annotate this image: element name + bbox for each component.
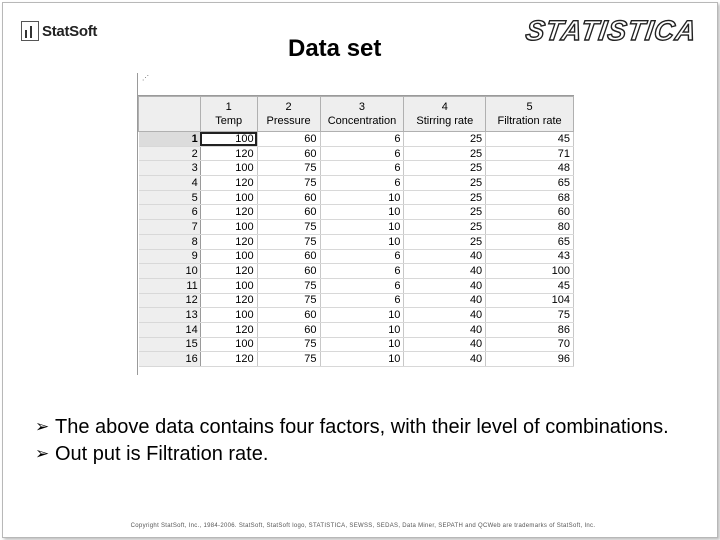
table-row — [139, 308, 574, 323]
column-number: 5 — [526, 101, 533, 113]
row-header[interactable]: 16 — [139, 352, 201, 367]
statsoft-logo-text: StatSoft — [42, 22, 98, 40]
table-row — [139, 234, 574, 249]
table-row — [139, 352, 574, 367]
column-header[interactable] — [257, 97, 320, 132]
column-number: 2 — [285, 101, 292, 113]
column-name: Pressure — [266, 115, 311, 127]
table-cell[interactable]: 48 — [486, 161, 574, 176]
row-header[interactable]: 2 — [139, 146, 201, 161]
row-header[interactable]: 1 — [139, 132, 201, 147]
table-cell[interactable]: 6 — [320, 264, 404, 279]
row-header[interactable]: 9 — [139, 249, 201, 264]
table-cell[interactable]: 25 — [404, 190, 486, 205]
table-cell[interactable]: 120 — [200, 293, 257, 308]
table-row — [139, 249, 574, 264]
table-cell[interactable]: 75 — [257, 161, 320, 176]
column-header[interactable] — [320, 97, 404, 132]
table-cell[interactable]: 120 — [200, 146, 257, 161]
bullet-text: Out put is Filtration rate. — [55, 443, 269, 465]
data-grid — [138, 96, 574, 367]
table-cell[interactable]: 96 — [486, 352, 574, 367]
table-cell[interactable]: 10 — [320, 337, 404, 352]
table-cell[interactable]: 75 — [257, 278, 320, 293]
column-number: 3 — [358, 101, 366, 113]
table-cell[interactable]: 75 — [257, 176, 320, 191]
table-cell[interactable]: 75 — [257, 337, 320, 352]
table-cell[interactable]: 60 — [257, 146, 320, 161]
table-cell[interactable]: 40 — [404, 308, 486, 323]
table-cell[interactable]: 10 — [320, 308, 404, 323]
table-cell[interactable]: 25 — [404, 234, 486, 249]
spreadsheet-toolbar — [138, 73, 574, 96]
table-cell[interactable]: 40 — [404, 278, 486, 293]
table-cell[interactable]: 60 — [257, 190, 320, 205]
table-cell[interactable]: 75 — [257, 220, 320, 235]
table-cell[interactable]: 100 — [200, 249, 257, 264]
table-cell[interactable]: 6 — [320, 293, 404, 308]
table-row — [139, 278, 574, 293]
table-cell[interactable]: 65 — [486, 234, 574, 249]
table-cell[interactable]: 6 — [320, 161, 404, 176]
table-cell[interactable]: 68 — [486, 190, 574, 205]
table-cell[interactable]: 120 — [200, 322, 257, 337]
row-header[interactable]: 15 — [139, 337, 201, 352]
table-cell[interactable]: 75 — [257, 352, 320, 367]
row-header[interactable]: 11 — [139, 278, 201, 293]
row-header[interactable]: 12 — [139, 293, 201, 308]
table-cell[interactable]: 6 — [320, 132, 404, 147]
table-cell[interactable]: 25 — [404, 132, 486, 147]
row-header[interactable]: 5 — [139, 190, 201, 205]
table-cell[interactable]: 40 — [404, 322, 486, 337]
bullet-item — [35, 442, 695, 466]
table-cell[interactable]: 100 — [200, 308, 257, 323]
table-cell[interactable]: 6 — [320, 146, 404, 161]
table-cell[interactable]: 80 — [486, 220, 574, 235]
table-cell[interactable]: 100 — [200, 337, 257, 352]
table-cell[interactable]: 100 — [200, 220, 257, 235]
table-cell[interactable]: 10 — [320, 322, 404, 337]
toolbar-grip-icon: ⋰ — [142, 75, 149, 82]
table-cell[interactable]: 10 — [320, 220, 404, 235]
statsoft-logo — [21, 21, 97, 41]
column-number: 4 — [441, 101, 448, 113]
table-cell[interactable]: 45 — [486, 278, 574, 293]
table-cell[interactable]: 75 — [257, 293, 320, 308]
table-cell[interactable]: 120 — [200, 264, 257, 279]
column-name: Concentration — [327, 115, 397, 127]
row-header[interactable]: 3 — [139, 161, 201, 176]
table-cell[interactable]: 75 — [257, 234, 320, 249]
table-cell[interactable]: 65 — [486, 176, 574, 191]
table-cell[interactable]: 60 — [257, 132, 320, 147]
table-cell[interactable]: 10 — [320, 205, 404, 220]
table-cell[interactable]: 6 — [320, 176, 404, 191]
column-header[interactable] — [200, 97, 257, 132]
table-row — [139, 161, 574, 176]
table-cell[interactable]: 40 — [404, 352, 486, 367]
table-cell[interactable]: 25 — [404, 161, 486, 176]
table-cell[interactable]: 120 — [200, 205, 257, 220]
table-row — [139, 322, 574, 337]
bullet-list — [35, 415, 695, 469]
row-header[interactable]: 10 — [139, 264, 201, 279]
arrow-bullet-icon: ➢ — [35, 417, 50, 436]
table-cell[interactable]: 60 — [257, 249, 320, 264]
table-cell[interactable]: 104 — [486, 293, 574, 308]
copyright-footer: Copyright StatSoft, Inc., 1984-2006. StatSoft, StatSoft logo, STATISTICA, SEWSS, SEDAS, Data Miner, SEPATH and QCWeb are trademarks of StatSoft, Inc. — [130, 523, 596, 529]
column-header-row — [139, 97, 574, 132]
row-header[interactable]: 13 — [139, 308, 201, 323]
table-cell[interactable]: 120 — [200, 234, 257, 249]
table-cell[interactable]: 10 — [320, 190, 404, 205]
table-cell[interactable]: 6 — [320, 249, 404, 264]
table-cell[interactable]: 71 — [486, 146, 574, 161]
table-cell[interactable]: 43 — [486, 249, 574, 264]
table-cell[interactable]: 120 — [200, 352, 257, 367]
table-row — [139, 132, 574, 147]
table-cell[interactable]: 40 — [404, 337, 486, 352]
row-header[interactable]: 8 — [139, 234, 201, 249]
table-cell[interactable]: 10 — [320, 234, 404, 249]
slide-frame — [2, 2, 718, 538]
arrow-bullet-icon: ➢ — [35, 444, 50, 463]
table-cell[interactable]: 60 — [486, 205, 574, 220]
table-cell[interactable]: 100 — [200, 161, 257, 176]
table-row — [139, 205, 574, 220]
table-row — [139, 264, 574, 279]
table-cell[interactable]: 25 — [404, 146, 486, 161]
bullet-item — [35, 415, 695, 439]
table-row — [139, 220, 574, 235]
table-row — [139, 337, 574, 352]
spreadsheet — [137, 73, 574, 375]
statistica-logo: STATISTICA — [524, 15, 700, 46]
table-cell[interactable]: 40 — [404, 293, 486, 308]
table-cell[interactable]: 100 — [200, 278, 257, 293]
column-header[interactable] — [486, 97, 574, 132]
table-cell[interactable]: 45 — [486, 132, 574, 147]
table-cell[interactable]: 10 — [320, 352, 404, 367]
column-name: Stirring rate — [416, 115, 474, 127]
table-row — [139, 293, 574, 308]
table-cell[interactable]: 86 — [486, 322, 574, 337]
table-cell[interactable]: 60 — [257, 322, 320, 337]
grid-corner[interactable] — [139, 97, 201, 132]
row-header[interactable]: 7 — [139, 220, 201, 235]
table-cell[interactable]: 60 — [257, 205, 320, 220]
table-row — [139, 176, 574, 191]
table-cell[interactable]: 40 — [404, 264, 486, 279]
row-header[interactable]: 14 — [139, 322, 201, 337]
table-cell[interactable]: 25 — [404, 220, 486, 235]
table-cell[interactable]: 75 — [486, 308, 574, 323]
table-cell[interactable]: 6 — [320, 278, 404, 293]
row-header[interactable]: 4 — [139, 176, 201, 191]
table-cell[interactable]: 100 — [200, 190, 257, 205]
table-row — [139, 146, 574, 161]
statsoft-logo-icon — [21, 21, 39, 41]
table-cell[interactable]: 25 — [404, 205, 486, 220]
table-cell[interactable]: 40 — [404, 249, 486, 264]
table-row — [139, 190, 574, 205]
column-number: 1 — [225, 101, 232, 113]
table-cell[interactable]: 60 — [257, 264, 320, 279]
table-cell[interactable]: 60 — [257, 308, 320, 323]
table-cell[interactable]: 70 — [486, 337, 574, 352]
table-cell[interactable]: 100 — [200, 132, 257, 147]
bullet-text: The above data contains four factors, with their level of combinations. — [55, 416, 669, 438]
table-cell[interactable]: 100 — [486, 264, 574, 279]
column-name: Filtration rate — [497, 115, 562, 127]
row-header[interactable]: 6 — [139, 205, 201, 220]
slide-title: Data set — [288, 35, 382, 62]
column-header[interactable] — [404, 97, 486, 132]
table-cell[interactable]: 120 — [200, 176, 257, 191]
table-cell[interactable]: 25 — [404, 176, 486, 191]
column-name: Temp — [215, 115, 243, 127]
